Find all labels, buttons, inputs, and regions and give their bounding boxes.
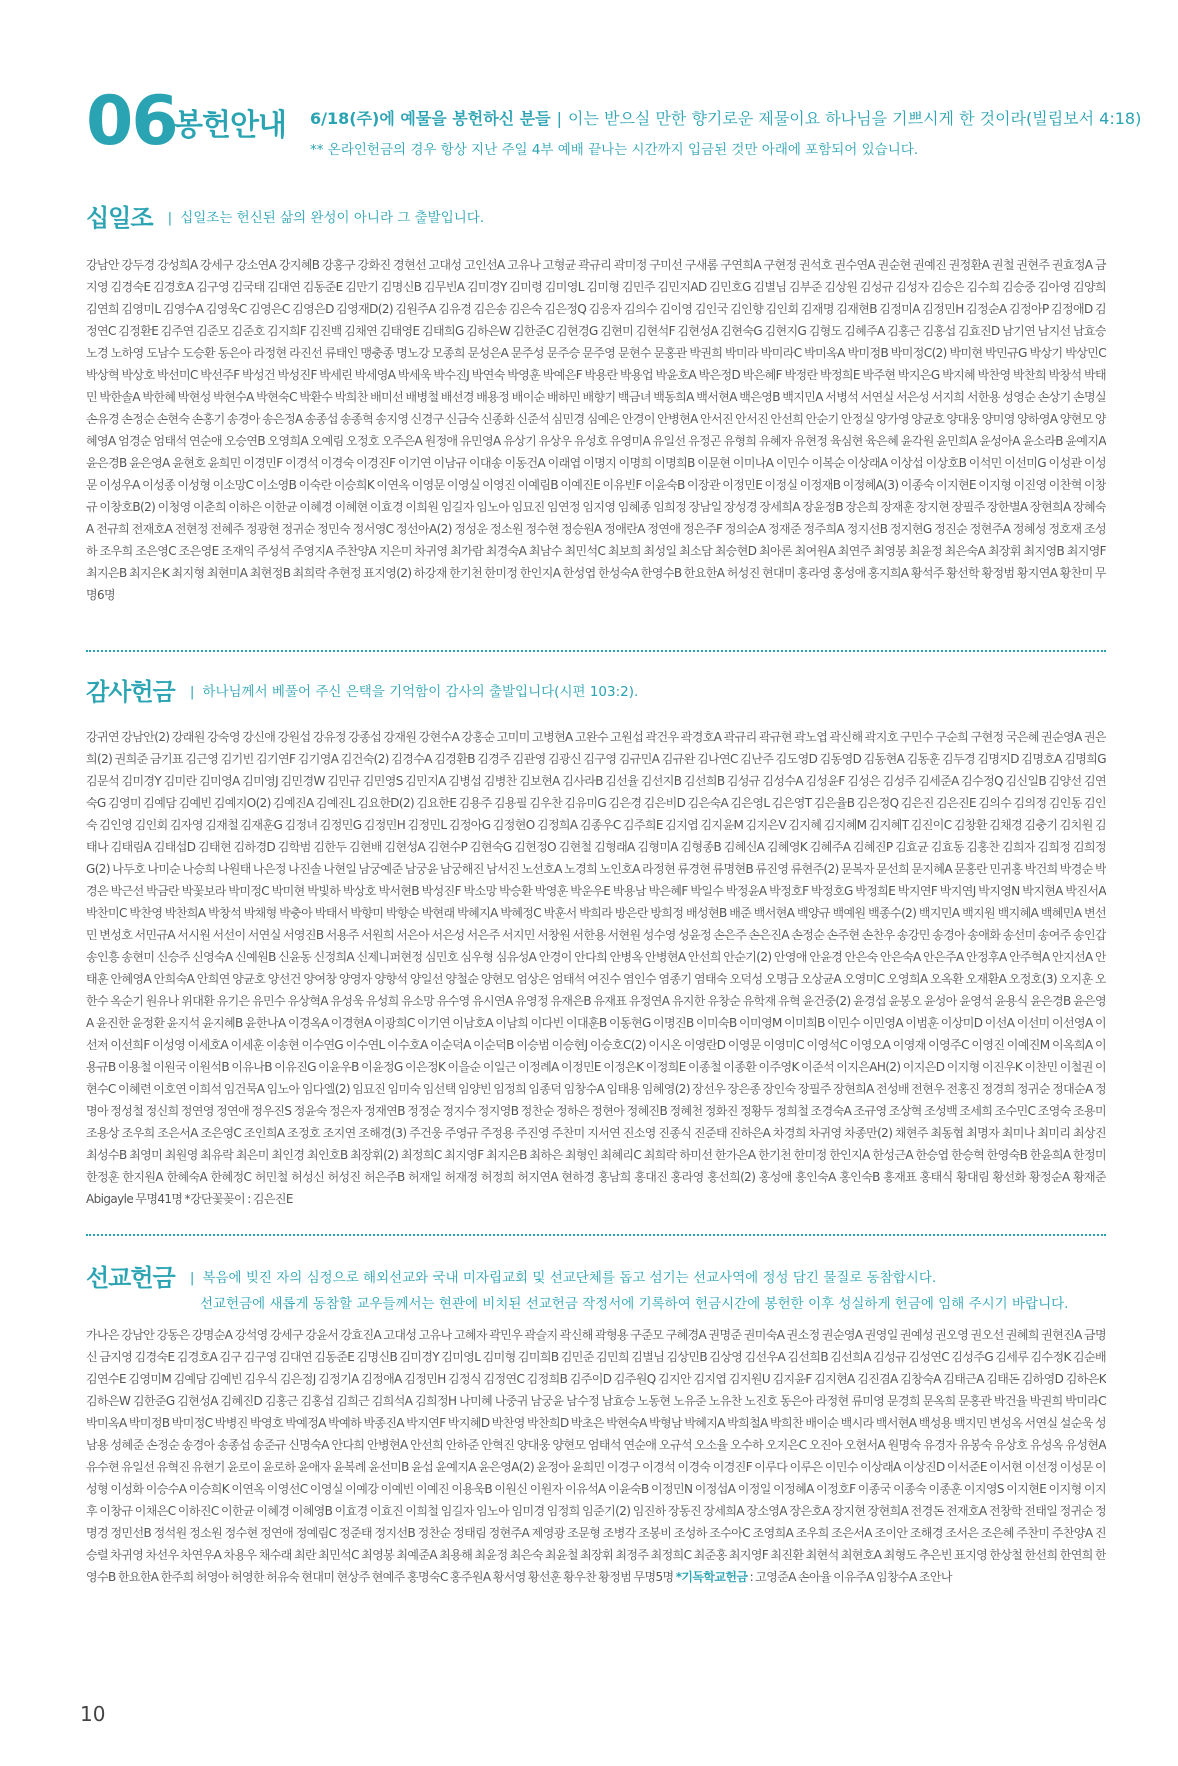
thanks-title: 감사헌금 [86, 678, 175, 706]
thanks-name-list: 강귀연 강남안(2) 강래원 강숙영 강신애 강원섭 강유정 강종섭 강재원 강현수A 강홍순 고미미 고병현A 고완수 고원섭 곽건우 곽경호A 곽규리 곽규현 곽노엽 곽신해 곽지호 구민수 구순희 구현정 국은혜 권순영A 권은희(2) 권희준 금기표 김근영 김기빈 김기연F 김기영A 김건숙(2) 김경수A 김경환B 김경주 김관영 김광신 김구영 김규민A 김규완 김나연C 김난주 김도영D 김동영D 김동현A 김동훈 김두경 김명지D 김명호A 김명희G 김문석 김미경Y 김미란 김미영A 김미영J 김민경W 김민규 김민영S 김민지A 김병섭 김병찬 김보현A 김사라B 김선율 김선지B 김선희B 김성규 김성수A 김성윤F 김성은 김성주 김세준A 김수정Q 김신일B 김양선 김연숙G 김영미 김예담 김예빈 김예지O(2) 김예진A 김예진L 김요한D(2) 김요한E 김용주 김용필 김우찬 김유미G 김은경 김은비D 김은숙A 김은영L 김은영T 김은율B 김은정Q 김은진 김은진E 김의수 김의정 김인동 김인숙 김인영 김인회 김자영 김재철 김재훈G 김정녀 김정민G 김정민H 김정민L 김정아G 김정현O 김정희A 김종우C 김주희E 김지엽 김지윤M 김지은V 김지혜 김지혜M 김지혜T 김진이C 김창환 김채경 김충기 김치원 김태나 김태림A 김태섭D 김태현 김하경D 김학범 김한두 김현배 김현성A 김현수P 김현숙G 김현정O 김현철 김형래A 김형미A 김형종B 김혜신A 김혜영K 김혜주A 김혜진P 김효균 김효동 김홍찬 김희자 김희정 김희정G(2) 나두호 나미순 나승희 나원태 나은정 나진솔 나현일 남궁예준 남궁윤 남궁해진 남서진 노선호A 노경희 노인호A 라정현 류경현 류명현B 류진영 류현주(2) 문복자 문선희 문지혜A 문홍란 민귀홍 박건희 박경순 박경은 박근선 박금란 박꽃보라 박미정C 박미현 박빛하 박상호 박서현B 박성진F 박소망 박승환 박영훈 박운우E 박용남 박은혜F 박일수 박정윤A 박정호F 박정호G 박정희E 박지연F 박지연J 박지영N 박지현A 박진서A 박찬미C 박찬영 박찬희A 박창석 박채형 박충아 박태서 박향미 박향순 박현래 박혜지A 박혜정C 박훈서 박희라 방은란 방희정 배성현B 배준 백서현A 백양규 백예원 백종수(2) 백지민A 백지원 백지혜A 백혜민A 변선민 변성호 서민규A 서시원 서선이 서연실 서영진B 서용주 서원희 서은아 서은성 서은주 서지민 서창원 서한용 서현원 성수영 성윤정 손은주 손은진A 손정순 손주현 손찬우 송강민 송경아 송애화 송선미 송여주 송인갑 송인흥 송현미 신승주 신영숙A 신예원B 신윤동 신정희A 신제니퍼현정 심민호 심우형 심유성A 안경이 안다희 안병옥 안병현A 안선희 안순기(2) 안영애 안윤경 안은숙 안은숙A 안은주A 안정후A 안주혁A 안지선A 안태훈 안혜영A 안희숙A 안희연 양균호 양선건 양여창 양영자 양향석 양일선 양철순 양현모 엄상은 엄태석 여진수 염인수 염종기 염태숙 오덕성 오명금 오상균A 오영미C 오영희A 오옥환 오재환A 오정호(3) 오지훈 오한수 옥순기 원유나 위대환 유기은 유민수 유상혁A 유성욱 유성희 유소망 유수영 유시연A 유영정 유재은B 유재표 유정연A 유지한 유창순 유학재 유혁 윤건중(2) 윤경섭 윤봉오 윤성아 윤영석 윤용식 윤은경B 윤은영A 윤진한 윤정환 윤지석 윤지혜B 윤한나A 이경옥A 이경현A 이광희C 이기연 이남호A 이남희 이다빈 이대훈B 이동현G 이명진B 이미숙B 이미영M 이미희B 이민수 이민영A 이범훈 이상미D 이선A 이선미 이선영A 이선저 이선희F 이성영 이세호A 이세훈 이송현 이수연G 이수연L 이수호A 이순덕A 이순덕B 이승범 이승현J 이승호C(2) 이시온 이영란D 이영문 이영미C 이영석C 이영오A 이영재 이영주C 이영진 이예진M 이옥희A 이용규B 이용철 이원국 이원석B 이유나B 이유진G 이윤우B 이윤정G 이은정K 이을순 이일근 이정례A 이정민E 이정은K 이정희E 이종철 이종환 이주영K 이준석 이지은AH(2) 이지은D 이지형 이진우K 이찬민 이철권 이현수C 이혜련 이호연 이희석 임건묵A 임노아 임다엘(2) 임묘진 임미숙 임선택 임양빈 임정희 임종덕 임창수A 임태용 임혜영(2) 장선우 장은종 장인숙 장필주 장현희A 전성배 전현우 전홍진 정경희 정귀순 정대순A 정명아 정성철 정신희 정연영 정연애 정우진S 정윤숙 정은자 정재연B 정정순 정지수 정지영B 정찬순 정하은 정현아 정혜진B 정혜천 정화진 정황두 정희철 조경숙A 조규영 조상혁 조성백 조세희 조수민C 조영숙 조용미 조용상 조우희 조은서A 조은영C 조인희A 조정호 조지연 조해경(3) 주건웅 주영규 주정용 주진영 주찬미 지서연 진소영 진종식 진준태 진하은A 차경희 차귀영 차종만(2) 채현주 최동협 최명자 최미나 최미리 최상진 최성수B 최영미 최원영 최유락 최은미 최인경 최인호B 최장휘(2) 최정희C 최지영F 최지은B 최하은 최형인 최혜리C 최희락 하미선 한가은A 한기천 한미정 한인지A 한성근A 한승엽 한승혁 한영숙B 한윤희A 한정미 한정훈 한지원A 한혜숙A 한혜정C 허민철 허성신 허성진 허은주B 허재일 허재정 허정희 허지연A 현하경 홍남희 홍대진 홍라영 홍선희(2) 홍성애 홍인숙A 홍인숙B 홍재표 홍태식 황대림 황선화 황정순A 황재준 Abigayle 무명41명 *강단꽃꽂이 : 김은진E [86, 730, 1106, 1206]
section-divider [86, 650, 1106, 652]
tithe-subtitle-text: 십일조는 헌신된 삶의 완성이 아니라 그 출발입니다. [180, 209, 485, 226]
separator-bar: | [167, 209, 173, 226]
separator-bar: | [189, 683, 195, 700]
tithe-heading [86, 198, 1106, 234]
mission-subtitle-2: 선교헌금에 새롭게 동참할 교우들께서는 현관에 비치된 선교헌금 작정서에 기록하여 헌금시간에 봉헌한 이후 성실하게 헌금에 임해 주시기 바랍니다. [200, 1296, 1069, 1312]
mission-title: 선교헌금 [86, 1264, 175, 1292]
mission-subtitle [190, 1266, 936, 1286]
separator-bar: | [189, 1269, 195, 1286]
thanks-subtitle [190, 680, 638, 700]
separator-bar: | [556, 109, 562, 128]
thanks-section [86, 672, 1106, 1210]
online-offering-note: ** 온라인헌금의 경우 항상 지난 주일 4부 예배 끝나는 시간까지 입금된 것만 아래에 포함되어 있습니다. [310, 142, 919, 158]
offering-date-highlight: 6/18(주)에 예물을 봉헌하신 분들 [310, 109, 551, 128]
section-title: 봉헌안내 [174, 108, 286, 143]
tithe-subtitle [168, 206, 484, 226]
tithe-title: 십일조 [86, 204, 153, 232]
mission-name-list [86, 1324, 1106, 1632]
christian-school-offering-names: : 고영준A 손아율 이유주A 임창수A 조안나 [749, 1570, 952, 1584]
mission-heading [86, 1258, 1106, 1318]
page-number: 10 [80, 1702, 106, 1726]
mission-names: 가나은 강남안 강동은 강명순A 강석영 강세구 강윤서 강효진A 고대성 고유나 고혜자 곽민우 곽슬지 곽신해 곽형용 구준모 구혜경A 권명준 권미숙A 권소정 권순영A 권영일 권예성 권오영 권오선 권혜희 권현진A 금명신 금지영 김경숙E 김경호A 김구 김구영 김대연 김동준E 김명신B 김미경Y 김미영L 김미형 김미희B 김민준 김민희 김별님 김상민B 김상영 김선우A 김선희B 김선희A 김성규 김성연C 김성주G 김세루 김수정K 김순배 김연수E 김영미M 김예담 김예빈 김우식 김은정J 김정기A 김정애A 김정민H 김정식 김정연C 김정희B 김주이D 김주원Q 김지안 김지엽 김지원U 김지윤F 김지현A 김진겸A 김창숙A 김태근A 김태돈 김하영D 김하은K 김하은W 김한준G 김현성A 김혜진D 김홍근 김홍섭 김희근 김희석A 김희정H 나미혜 나중귀 남궁윤 남수정 남효승 노동현 노유준 노유찬 노진호 동은아 라정현 류미영 문경희 문옥희 문홍관 박건율 박권희 박미라C 박미옥A 박미정B 박미정C 박병진 박영호 박예정A 박예하 박종진A 박지연F 박지혜D 박찬영 박찬희D 박초은 박현숙A 박형남 박혜지A 박희철A 박희찬 배이순 백시라 백서현A 백성용 백지민 변성옥 서연실 설순욱 성남용 성혜준 손정순 송경아 송종섭 송준규 신명숙A 안다희 안병현A 안선희 안하준 안혁진 양대웅 양현모 엄태석 연순애 오규석 오소율 오수하 오지은C 오진아 오현서A 원명숙 유경자 유봉숙 유상호 유성옥 유성현A 유수현 유일선 유혁진 유현기 윤로이 윤로하 윤애자 윤복례 윤선미B 윤섭 윤예지A 윤은영A(2) 윤정아 윤희민 이경구 이경석 이경숙 이경진F 이루다 이루은 이민수 이상래A 이상진D 이서준E 이서현 이선정 이성문 이성형 이성화 이승수A 이승희K 이연옥 이영선C 이영실 이예강 이예빈 이예진 이용욱B 이원신 이원자 이유석A 이윤숙B 이정민N 이정섭A 이정일 이정혜A 이정호F 이종국 이종숙 이종훈 이지영S 이지현E 이지형 이지후 이창규 이채은C 이하진C 이한균 이혜경 이혜영B 이효경 이효진 이희철 임길자 임노아 임미경 임정희 임준기(2) 임진하 장동진 장세희A 장소영A 장은호A 장지현 장현희A 전경돈 전재호A 전창학 전태일 정귀순 정명경 정민선B 정석원 정소원 정수현 정연애 정예림C 정준태 정지선B 정찬순 정태림 정현주A 제영광 조문형 조병각 조봉비 조성하 조수아C 조영희A 조우희 조은서A 조이안 조해경 조서은 조은혜 주찬미 주찬양A 진승렬 차귀영 차선우 차연우A 차용우 채수래 최란 최민석C 최영봉 최예준A 최용해 최윤정 최은숙 최윤철 최장휘 최정주 최정희C 최준홍 최지영F 최진환 최현석 최현호A 최형도 추은빈 표지영 한상철 한선희 한연희 한영수B 한요한A 한주희 허영아 허영한 허유숙 현대미 현상주 현예주 홍명숙C 홍주원A 황서영 황선훈 황우찬 황정범 무명5명 [86, 1328, 1106, 1584]
tithe-section [86, 198, 1106, 628]
section-divider [86, 1234, 1106, 1236]
offering-header [86, 82, 1142, 168]
thanks-heading [86, 672, 1106, 708]
mission-section [86, 1258, 1106, 1632]
header-line [310, 106, 1141, 129]
tithe-name-list: 강남안 강두경 강성희A 강세구 강소연A 강지혜B 강홍구 강화진 경현선 고대성 고인선A 고유나 고형균 곽규리 곽미정 구미선 구새롬 구연희A 구현정 권석호 권수연A 권순현 권예진 권정환A 권철 권현주 권효정A 금지영 김경숙E 김경호A 김구영 김국태 김대연 김동준E 김만기 김명신B 김무빈A 김미경Y 김미령 김미영L 김미형 김민주 김민지AD 김민호G 김별님 김부준 김상원 김성규 김성자 김승은 김수희 김승중 김아영 김양희 김연희 김영미L 김영수A 김영욱C 김영은C 김영은D 김영재D(2) 김원주A 김유경 김은송 김은숙 김은정Q 김응자 김의수 김이영 김인국 김인향 김인회 김재명 김재현B 김정미A 김정민H 김정순A 김정아P 김정애D 김정연C 김정환E 김주연 김준모 김준호 김지희F 김진백 김채연 김태영E 김태희G 김하은W 김한준C 김현경G 김현미 김현석F 김현성A 김현숙G 김현지G 김형도 김혜주A 김홍근 김홍섭 김효진D 남기연 남지선 남효승 노경 노하영 도남수 도승환 동은아 라정현 라진선 류태인 맹충종 명노강 모종희 문성은A 문주성 문주승 문주영 문현수 문홍관 박권희 박미라 박미라C 박미옥A 박미정B 박미정C(2) 박미현 박민규G 박상기 박상민C 박상혁 박상호 박선미C 박선주F 박성건 박성진F 박세린 박세영A 박세욱 박수진J 박연숙 박영훈 박예은F 박용란 박용업 박윤호A 박은정D 박은혜F 박정란 박정희E 박주현 박지은G 박지혜 박찬영 박찬희 박창석 박태민 박한솔A 박한혜 박현성 박현수A 박현숙C 박환수 박희찬 배미선 배병철 배선경 배용정 배이순 배하민 배향기 백금녀 백동희A 백서현A 백은영B 백지민A 서병석 서연실 서은성 서지희 서한용 성영순 손상기 손명실 손유경 손정순 손현숙 손홍기 송경아 송은정A 송종섭 송종혁 송지영 신경구 신금숙 신종화 신준석 심민경 심예은 안경이 안병현A 안서진 안서진 안선희 안순기 안정실 양가영 양균호 양대웅 양미영 양하영A 양현모 양혜영A 엄경순 엄태석 연순애 오승연B 오영희A 오예림 오정호 오주은A 원정애 유민영A 유상기 유상우 유성호 유영미A 유일선 유정곤 유형희 유혜자 유현정 육심현 육은혜 윤각원 윤민희A 윤성아A 윤소라B 윤예지A 윤은경B 윤은영A 윤현호 윤희민 이경민F 이경석 이경숙 이경진F 이기연 이남규 이대송 이동건A 이래엽 이명지 이명희 이명희B 이문현 이미나A 이민수 이복순 이상래A 이상섭 이상호B 이석민 이선미G 이성관 이성문 이성우A 이성종 이성형 이소망C 이소영B 이숙란 이승희K 이연옥 이영문 이영실 이영진 이예림B 이예진E 이유빈F 이윤숙B 이장관 이정민E 이정실 이정재B 이정혜A(3) 이종숙 이지현E 이지형 이진영 이찬혁 이창규 이창호B(2) 이청영 이춘희 이하은 이한균 이혜경 이혜현 이효경 이희원 임길자 임노아 임묘진 임연정 임지영 임혜종 임희정 장남일 장성경 장세희A 장윤정B 장은희 장재훈 장지현 장필주 장한별A 장현희A 장혜숙A 전규희 전재호A 전현정 전혜주 정광현 정귀순 정민숙 정서영C 정선아A(2) 정성운 정소원 정수현 정승원A 정애란A 정연애 정은주F 정의순A 정재준 정주희A 정지선B 정지현G 정진순 정현주A 정혜성 정호재 조성하 조우희 조은영C 조은영E 조재익 주성석 주영지A 주찬양A 지은미 차귀영 최가람 최경숙A 최남수 최민석C 최보희 최성일 최소담 최승현D 최아론 최여원A 최연주 최영봉 최윤정 최은숙A 최장휘 최지영B 최지영F 최지은B 최지은K 최지형 최현미A 최현정B 최희락 추현정 표지영(2) 하강재 한기천 한미정 한인지A 한성엽 한성숙A 한영수B 한요한A 허성진 현대미 홍라영 홍성애 홍지희A 황석주 황선학 황정범 황지연A 황찬미 무명6명 [86, 258, 1106, 602]
christian-school-offering-label: *기독학교헌금 [675, 1570, 748, 1584]
scripture-quote: 이는 받으실 만한 향기로운 제물이요 하나님을 기쁘시게 한 것이라(빌립보서 4:18) [568, 109, 1142, 128]
thanks-subtitle-text: 하나님께서 베풀어 주신 은택을 기억함이 감사의 출발입니다(시편 103:2). [202, 683, 639, 700]
section-number: 06 [86, 82, 177, 161]
mission-subtitle-text: 복음에 빚진 자의 심정으로 해외선교와 국내 미자립교회 및 선교단체를 돕고 섬기는 선교사역에 정성 담긴 물질로 동참합시다. [202, 1269, 937, 1286]
